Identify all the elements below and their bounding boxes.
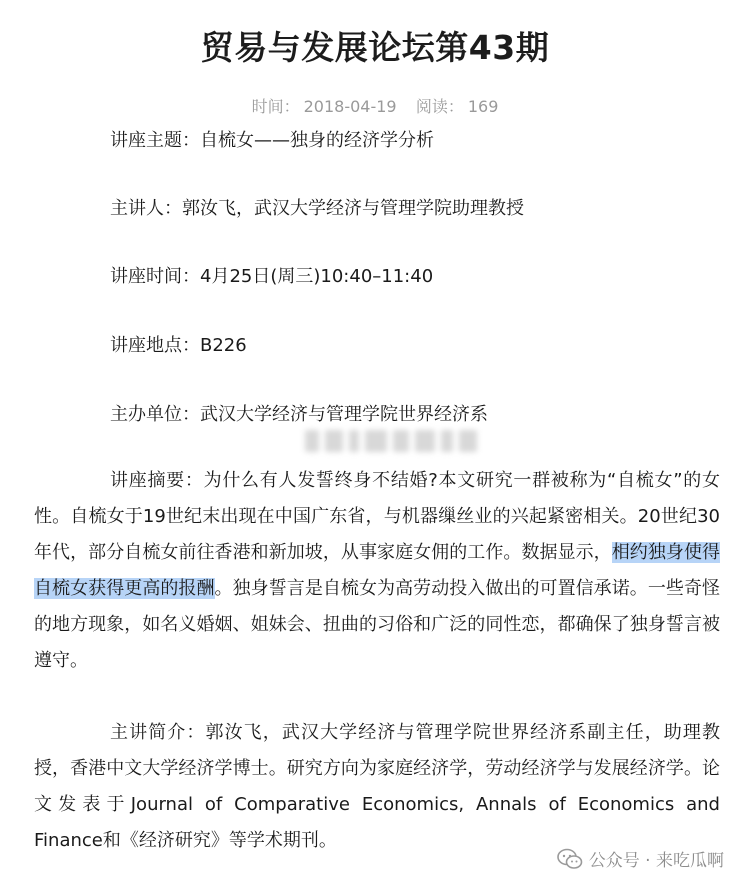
abstract-highlight: 相约独身使得自梳女获得更高的报酬 bbox=[34, 542, 721, 599]
lecture-place: 讲座地点：B226 bbox=[110, 335, 247, 356]
article-title: 贸易与发展论坛第43期 bbox=[200, 28, 550, 67]
abstract-text-end: 。独身誓言是自梳女为高劳动投入做出的可置信承诺。一些奇怪的地方现象，如名义婚姻、姐妹会、扭曲的习俗和广泛的同性恋，都确保了独身誓言被遵守。 bbox=[34, 578, 721, 671]
redacted-blur bbox=[305, 428, 477, 454]
abstract-text-start: 讲座摘要：为什么有人发誓终身不结婚?本文研究一群被称为“自梳女”的女性。自梳女于19世纪末出现在中国广东省，与机器缫丝业的兴起紧密相关。20世纪30年代，部分自梳女前往香港和新加坡，从事家庭女佣的工作。数据显示， bbox=[34, 470, 720, 563]
article-meta bbox=[0, 94, 750, 117]
lecture-speaker: 主讲人：郭汝飞，武汉大学经济与管理学院助理教授 bbox=[110, 198, 524, 219]
lecture-abstract bbox=[34, 463, 720, 679]
lecture-organizer: 主办单位：武汉大学经济与管理学院世界经济系 bbox=[110, 404, 488, 425]
wechat-icon bbox=[557, 848, 583, 870]
time-label: 时间： bbox=[251, 97, 300, 116]
time-value: 2018-04-19 bbox=[303, 97, 397, 116]
lecture-time: 讲座时间：4月25日(周三)10:40–11:40 bbox=[110, 266, 434, 287]
watermark bbox=[557, 846, 724, 871]
read-count: 169 bbox=[467, 97, 499, 116]
lecture-topic: 讲座主题：自梳女——独身的经济学分析 bbox=[110, 130, 434, 151]
watermark-text: 公众号 · 来吃瓜啊 bbox=[588, 851, 724, 871]
speaker-bio: 主讲简介：郭汝飞，武汉大学经济与管理学院世界经济系副主任，助理教授，香港中文大学经济学博士。研究方向为家庭经济学，劳动经济学与发展经济学。论文发表于Journal of Comparative Economics, Annals of Economics and Finance和《经济研究》等学术期刊。 bbox=[34, 722, 720, 851]
read-label: 阅读： bbox=[415, 97, 464, 116]
